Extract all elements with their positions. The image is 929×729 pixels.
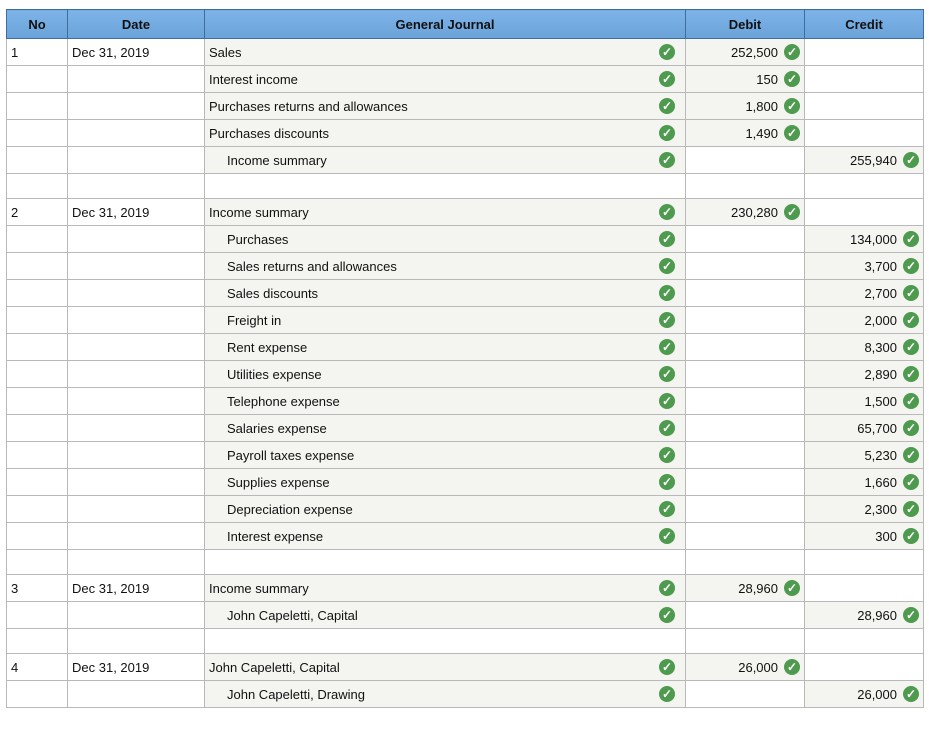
- debit-amount: 26,000: [738, 659, 778, 675]
- correct-check-icon: ✓: [659, 366, 675, 382]
- empty-cell: [686, 550, 805, 575]
- general-journal-table: [6, 9, 924, 708]
- credit-amount: 2,700: [864, 285, 897, 301]
- account-name: Utilities expense: [227, 366, 322, 382]
- entry-date: [68, 523, 205, 550]
- correct-check-icon: ✓: [903, 312, 919, 328]
- journal-row: [7, 602, 924, 629]
- credit-amount: 5,230: [864, 447, 897, 463]
- debit-field: [686, 253, 805, 280]
- correct-check-icon: ✓: [659, 285, 675, 301]
- entry-date: [68, 496, 205, 523]
- credit-field: [805, 575, 924, 602]
- journal-row: [7, 39, 924, 66]
- journal-row: [7, 388, 924, 415]
- credit-field: [805, 199, 924, 226]
- credit-field: [805, 654, 924, 681]
- entry-number: [7, 253, 68, 280]
- entry-date: Dec 31, 2019: [68, 654, 205, 681]
- debit-field: [686, 496, 805, 523]
- account-field[interactable]: [205, 496, 686, 523]
- debit-amount: 150: [756, 71, 778, 87]
- account-field[interactable]: [205, 120, 686, 147]
- entry-number: [7, 681, 68, 708]
- journal-container: [6, 9, 924, 708]
- entry-date: [68, 415, 205, 442]
- correct-check-icon: ✓: [659, 607, 675, 623]
- debit-field[interactable]: [686, 66, 805, 93]
- account-name: Interest income: [209, 71, 298, 87]
- debit-field[interactable]: [686, 199, 805, 226]
- account-field[interactable]: [205, 388, 686, 415]
- correct-check-icon: ✓: [903, 393, 919, 409]
- journal-row: [7, 334, 924, 361]
- debit-field: [686, 280, 805, 307]
- entry-date: [68, 361, 205, 388]
- empty-cell: [7, 174, 68, 199]
- correct-check-icon: ✓: [784, 659, 800, 675]
- credit-field: [805, 93, 924, 120]
- journal-row: [7, 307, 924, 334]
- debit-field[interactable]: [686, 39, 805, 66]
- account-field[interactable]: [205, 147, 686, 174]
- debit-amount: 1,490: [745, 125, 778, 141]
- debit-field: [686, 442, 805, 469]
- debit-field[interactable]: [686, 93, 805, 120]
- correct-check-icon: ✓: [659, 420, 675, 436]
- empty-cell: [68, 174, 205, 199]
- journal-row: [7, 361, 924, 388]
- account-field[interactable]: [205, 681, 686, 708]
- account-field[interactable]: [205, 361, 686, 388]
- correct-check-icon: ✓: [659, 44, 675, 60]
- entry-date: Dec 31, 2019: [68, 39, 205, 66]
- account-name: John Capeletti, Capital: [227, 607, 358, 623]
- journal-row: [7, 226, 924, 253]
- correct-check-icon: ✓: [659, 580, 675, 596]
- entry-date: [68, 442, 205, 469]
- empty-cell: [686, 174, 805, 199]
- entry-number: [7, 307, 68, 334]
- correct-check-icon: ✓: [784, 125, 800, 141]
- entry-date: [68, 681, 205, 708]
- correct-check-icon: ✓: [903, 152, 919, 168]
- correct-check-icon: ✓: [659, 686, 675, 702]
- correct-check-icon: ✓: [784, 44, 800, 60]
- debit-field[interactable]: [686, 575, 805, 602]
- entry-number: [7, 66, 68, 93]
- entry-date: [68, 93, 205, 120]
- journal-row: [7, 253, 924, 280]
- journal-row: [7, 199, 924, 226]
- entry-number: [7, 442, 68, 469]
- credit-field[interactable]: [805, 388, 924, 415]
- header-credit: Credit: [805, 10, 924, 39]
- credit-field[interactable]: [805, 253, 924, 280]
- account-name: Rent expense: [227, 339, 308, 355]
- account-name: Payroll taxes expense: [227, 447, 355, 463]
- entry-date: [68, 602, 205, 629]
- account-name: Sales discounts: [227, 285, 319, 301]
- account-name: Purchases discounts: [209, 125, 329, 141]
- entry-number: [7, 361, 68, 388]
- credit-amount: 255,940: [850, 152, 897, 168]
- correct-check-icon: ✓: [784, 98, 800, 114]
- account-field[interactable]: [205, 654, 686, 681]
- credit-field[interactable]: [805, 226, 924, 253]
- spacer-row: [7, 629, 924, 654]
- credit-field[interactable]: [805, 681, 924, 708]
- account-field[interactable]: [205, 575, 686, 602]
- credit-amount: 8,300: [864, 339, 897, 355]
- entry-number: [7, 523, 68, 550]
- correct-check-icon: ✓: [659, 474, 675, 490]
- correct-check-icon: ✓: [659, 659, 675, 675]
- correct-check-icon: ✓: [903, 339, 919, 355]
- account-field[interactable]: [205, 93, 686, 120]
- debit-amount: 252,500: [731, 44, 778, 60]
- empty-cell: [805, 629, 924, 654]
- correct-check-icon: ✓: [903, 231, 919, 247]
- debit-field: [686, 388, 805, 415]
- empty-cell: [205, 629, 686, 654]
- journal-row: [7, 280, 924, 307]
- journal-row: [7, 93, 924, 120]
- account-field[interactable]: [205, 415, 686, 442]
- credit-field[interactable]: [805, 361, 924, 388]
- credit-field[interactable]: [805, 496, 924, 523]
- entry-number: [7, 415, 68, 442]
- entry-date: [68, 66, 205, 93]
- account-field[interactable]: [205, 442, 686, 469]
- entry-number: [7, 388, 68, 415]
- debit-field: [686, 415, 805, 442]
- credit-field[interactable]: [805, 415, 924, 442]
- empty-cell: [686, 629, 805, 654]
- correct-check-icon: ✓: [903, 528, 919, 544]
- account-name: Freight in: [227, 312, 282, 328]
- debit-field[interactable]: [686, 654, 805, 681]
- credit-amount: 2,300: [864, 501, 897, 517]
- credit-field: [805, 66, 924, 93]
- empty-cell: [805, 550, 924, 575]
- debit-field: [686, 307, 805, 334]
- account-field[interactable]: [205, 334, 686, 361]
- account-name: John Capeletti, Capital: [209, 659, 340, 675]
- account-name: Income summary: [227, 152, 327, 168]
- credit-field: [805, 120, 924, 147]
- debit-field: [686, 602, 805, 629]
- credit-field[interactable]: [805, 469, 924, 496]
- account-field[interactable]: [205, 66, 686, 93]
- credit-amount: 1,660: [864, 474, 897, 490]
- debit-field: [686, 334, 805, 361]
- credit-field: [805, 39, 924, 66]
- correct-check-icon: ✓: [659, 71, 675, 87]
- account-field[interactable]: [205, 469, 686, 496]
- debit-amount: 1,800: [745, 98, 778, 114]
- account-field[interactable]: [205, 307, 686, 334]
- correct-check-icon: ✓: [903, 285, 919, 301]
- entry-date: [68, 120, 205, 147]
- spacer-row: [7, 550, 924, 575]
- journal-row: [7, 681, 924, 708]
- credit-field[interactable]: [805, 334, 924, 361]
- account-name: Purchases returns and allowances: [209, 98, 408, 114]
- entry-date: [68, 253, 205, 280]
- correct-check-icon: ✓: [659, 393, 675, 409]
- entry-date: Dec 31, 2019: [68, 575, 205, 602]
- correct-check-icon: ✓: [659, 152, 675, 168]
- account-field[interactable]: [205, 199, 686, 226]
- account-name: Income summary: [209, 580, 309, 596]
- correct-check-icon: ✓: [903, 366, 919, 382]
- correct-check-icon: ✓: [903, 501, 919, 517]
- correct-check-icon: ✓: [784, 204, 800, 220]
- correct-check-icon: ✓: [903, 420, 919, 436]
- debit-field: [686, 523, 805, 550]
- credit-amount: 2,890: [864, 366, 897, 382]
- entry-number: [7, 602, 68, 629]
- credit-amount: 65,700: [857, 420, 897, 436]
- correct-check-icon: ✓: [659, 125, 675, 141]
- account-field[interactable]: [205, 39, 686, 66]
- account-name: Salaries expense: [227, 420, 327, 436]
- correct-check-icon: ✓: [784, 580, 800, 596]
- correct-check-icon: ✓: [659, 339, 675, 355]
- entry-date: [68, 469, 205, 496]
- journal-row: [7, 415, 924, 442]
- credit-amount: 2,000: [864, 312, 897, 328]
- empty-cell: [7, 629, 68, 654]
- journal-row: [7, 120, 924, 147]
- debit-amount: 230,280: [731, 204, 778, 220]
- credit-field[interactable]: [805, 307, 924, 334]
- journal-row: [7, 66, 924, 93]
- entry-date: [68, 388, 205, 415]
- credit-field[interactable]: [805, 523, 924, 550]
- header-debit: Debit: [686, 10, 805, 39]
- entry-number: [7, 280, 68, 307]
- correct-check-icon: ✓: [903, 258, 919, 274]
- debit-field: [686, 226, 805, 253]
- credit-amount: 300: [875, 528, 897, 544]
- entry-number: [7, 147, 68, 174]
- account-name: Interest expense: [227, 528, 324, 544]
- empty-cell: [205, 174, 686, 199]
- header-general-journal: General Journal: [205, 10, 686, 39]
- correct-check-icon: ✓: [659, 231, 675, 247]
- debit-field: [686, 681, 805, 708]
- entry-number: 1: [7, 39, 68, 66]
- correct-check-icon: ✓: [659, 312, 675, 328]
- journal-row: [7, 147, 924, 174]
- debit-field: [686, 361, 805, 388]
- journal-row: [7, 469, 924, 496]
- correct-check-icon: ✓: [903, 686, 919, 702]
- credit-amount: 134,000: [850, 231, 897, 247]
- journal-row: [7, 654, 924, 681]
- correct-check-icon: ✓: [659, 204, 675, 220]
- account-name: Depreciation expense: [227, 501, 353, 517]
- journal-body: [7, 39, 924, 708]
- entry-number: [7, 469, 68, 496]
- debit-field: [686, 147, 805, 174]
- entry-date: Dec 31, 2019: [68, 199, 205, 226]
- credit-amount: 26,000: [857, 686, 897, 702]
- credit-field[interactable]: [805, 602, 924, 629]
- entry-number: [7, 334, 68, 361]
- empty-cell: [805, 174, 924, 199]
- entry-number: 2: [7, 199, 68, 226]
- correct-check-icon: ✓: [784, 71, 800, 87]
- entry-number: 4: [7, 654, 68, 681]
- header-row: [7, 10, 924, 39]
- correct-check-icon: ✓: [903, 474, 919, 490]
- empty-cell: [205, 550, 686, 575]
- account-name: Telephone expense: [227, 393, 340, 409]
- entry-date: [68, 147, 205, 174]
- entry-date: [68, 307, 205, 334]
- entry-number: 3: [7, 575, 68, 602]
- debit-amount: 28,960: [738, 580, 778, 596]
- entry-number: [7, 93, 68, 120]
- account-field[interactable]: [205, 523, 686, 550]
- empty-cell: [7, 550, 68, 575]
- journal-row: [7, 496, 924, 523]
- entry-date: [68, 280, 205, 307]
- entry-number: [7, 226, 68, 253]
- correct-check-icon: ✓: [659, 258, 675, 274]
- credit-field[interactable]: [805, 147, 924, 174]
- debit-field: [686, 469, 805, 496]
- account-name: Sales: [209, 44, 242, 60]
- spacer-row: [7, 174, 924, 199]
- account-name: Sales returns and allowances: [227, 258, 397, 274]
- journal-row: [7, 442, 924, 469]
- credit-field[interactable]: [805, 280, 924, 307]
- correct-check-icon: ✓: [659, 528, 675, 544]
- credit-amount: 28,960: [857, 607, 897, 623]
- account-field[interactable]: [205, 280, 686, 307]
- account-name: Supplies expense: [227, 474, 330, 490]
- header-date: Date: [68, 10, 205, 39]
- correct-check-icon: ✓: [659, 98, 675, 114]
- entry-number: [7, 120, 68, 147]
- debit-field[interactable]: [686, 120, 805, 147]
- correct-check-icon: ✓: [659, 501, 675, 517]
- account-field[interactable]: [205, 602, 686, 629]
- credit-amount: 1,500: [864, 393, 897, 409]
- credit-field[interactable]: [805, 442, 924, 469]
- empty-cell: [68, 629, 205, 654]
- credit-amount: 3,700: [864, 258, 897, 274]
- account-name: Income summary: [209, 204, 309, 220]
- correct-check-icon: ✓: [903, 447, 919, 463]
- journal-row: [7, 575, 924, 602]
- correct-check-icon: ✓: [659, 447, 675, 463]
- account-field[interactable]: [205, 253, 686, 280]
- entry-date: [68, 226, 205, 253]
- empty-cell: [68, 550, 205, 575]
- account-field[interactable]: [205, 226, 686, 253]
- journal-row: [7, 523, 924, 550]
- account-name: John Capeletti, Drawing: [227, 686, 366, 702]
- correct-check-icon: ✓: [903, 607, 919, 623]
- header-no: No: [7, 10, 68, 39]
- entry-date: [68, 334, 205, 361]
- entry-number: [7, 496, 68, 523]
- account-name: Purchases: [227, 231, 289, 247]
